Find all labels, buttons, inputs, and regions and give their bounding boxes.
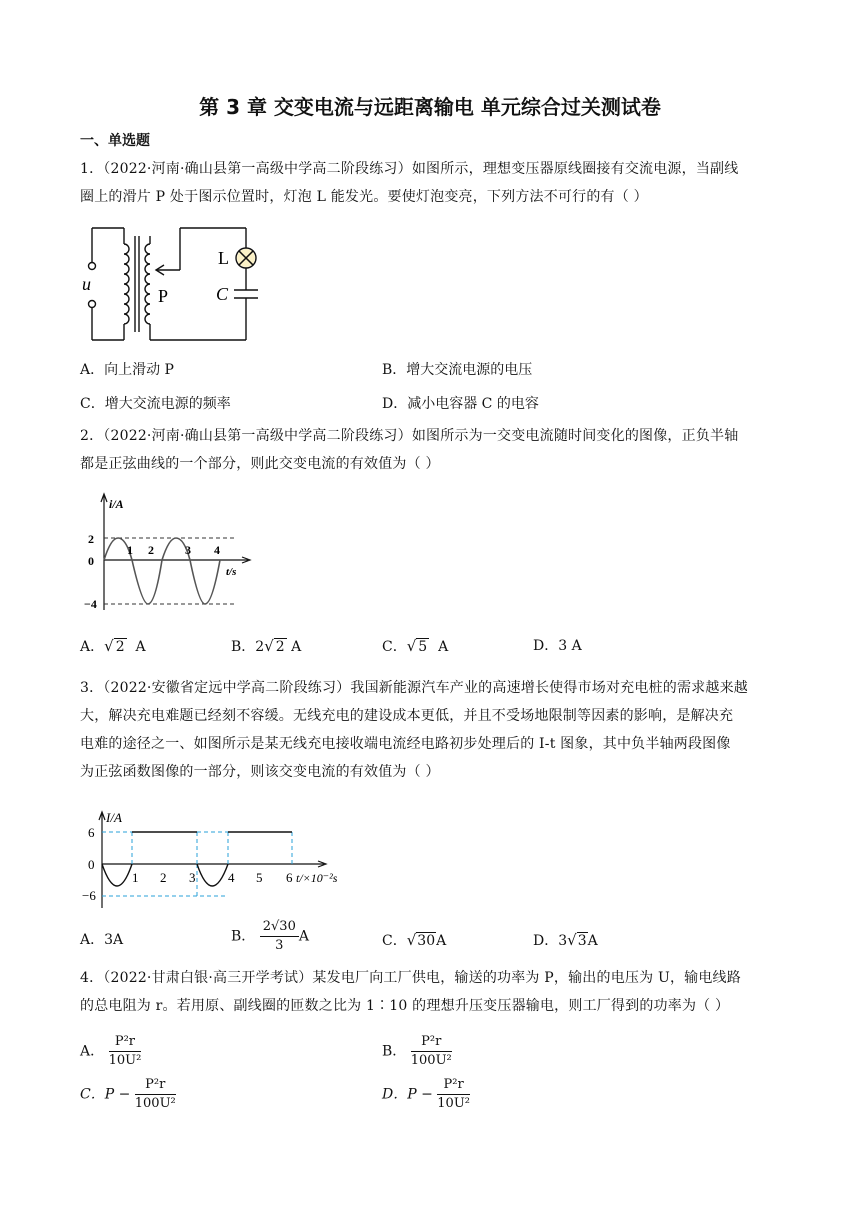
q1-option-b: B．增大交流电源的电压 <box>382 362 533 378</box>
label-p: P <box>158 286 169 306</box>
radical-sign: √ <box>406 931 417 949</box>
label-l: L <box>218 248 229 268</box>
transformer-circuit-diagram <box>80 222 270 350</box>
q4-option-b-numerator: P²r <box>411 1033 452 1052</box>
q2-x-label: t/s <box>226 566 237 578</box>
q2-option-c-unit: A <box>438 639 449 655</box>
q4-option-d-denominator: 10U² <box>437 1096 470 1111</box>
q3-tick-x4: 4 <box>228 870 235 885</box>
q1-option-c: C．增大交流电源的频率 <box>80 396 231 412</box>
q4-option-a <box>80 1033 141 1070</box>
q2-tick-2: 2 <box>88 532 94 546</box>
q1-option-d: D．减小电容器 C 的电容 <box>382 396 539 412</box>
q3-y-label: I/A <box>106 810 122 825</box>
q3-option-b-denominator: 3 <box>275 938 284 953</box>
q2-option-a-prefix: A． <box>80 639 105 655</box>
q3-option-d-prefix: D．3 <box>533 933 568 949</box>
q3-option-c-radicand: 30 <box>417 933 436 949</box>
q2-y-label: i/A <box>109 497 124 511</box>
q3-x-label: t/×10⁻²s <box>296 871 338 885</box>
question-2-line-2: 都是正弦曲线的一个部分，则此交变电流的有效值为（ ） <box>80 456 440 472</box>
q2-tick-x4: 4 <box>214 543 220 557</box>
q3-tick-6: 6 <box>88 825 95 840</box>
q3-option-b-prefix: B． <box>231 928 256 945</box>
q4-option-b-prefix: B． <box>382 1043 407 1060</box>
question-3-text <box>80 674 780 786</box>
q3-option-c-prefix: C． <box>382 933 407 949</box>
q2-option-c <box>382 636 448 657</box>
q4-option-c-fraction <box>135 1076 176 1113</box>
q3-option-d-unit: A <box>587 933 598 949</box>
q4-option-b-denominator: 100U² <box>410 1053 452 1068</box>
q2-option-a-radicand: 2 <box>115 639 125 655</box>
q2-tick-x2: 2 <box>148 543 154 557</box>
q3-tick-x2: 2 <box>160 870 167 885</box>
q4-option-a-fraction <box>109 1033 142 1070</box>
question-1-line-2: 圈上的滑片 P 处于图示位置时，灯泡 L 能发光。要使灯泡变亮，下列方法不可行的有（ ） <box>80 189 648 205</box>
q4-option-a-numerator: P²r <box>109 1033 142 1052</box>
q4-option-d-fraction <box>437 1076 470 1113</box>
q4-option-b-fraction <box>411 1033 452 1070</box>
q2-option-c-prefix: C． <box>382 639 407 655</box>
q3-tick-x5: 5 <box>256 870 263 885</box>
q3-option-c <box>382 930 446 951</box>
label-c: C <box>216 284 229 304</box>
q4-option-c <box>80 1076 176 1113</box>
question-1-text <box>80 155 780 211</box>
question-3-line-3: 电难的途径之一、如图所示是某无线充电接收端电流经电路初步处理后的 I-t 图象，其中负半轴两段图像 <box>80 736 731 752</box>
q3-tick-x3: 3 <box>189 870 196 885</box>
q2-tick-0: 0 <box>88 554 94 568</box>
question-1-line-1: 1．（2022·河南·确山县第一高级中学高二阶段练习）如图所示，理想变压器原线圈接有交流电源，当副线 <box>80 161 739 177</box>
radical-sign: √ <box>567 931 577 949</box>
q3-tick-x6: 6 <box>286 870 293 885</box>
q2-option-b <box>231 636 301 657</box>
q3-tick-0: 0 <box>88 857 95 872</box>
q3-option-b-fraction <box>260 918 299 955</box>
label-u: u <box>82 274 91 294</box>
q4-option-d-numerator: P²r <box>437 1076 470 1095</box>
q2-option-a <box>80 636 146 657</box>
question-4-line-2: 的总电阻为 r。若用原、副线圈的匝数之比为 1∶10 的理想升压变压器输电，则工厂得到的功率为（ ） <box>80 998 730 1014</box>
q4-option-b <box>382 1033 452 1070</box>
q3-option-c-unit: A <box>436 933 447 949</box>
question-3-line-4: 为正弦函数图像的一部分，则该交变电流的有效值为（ ） <box>80 764 440 780</box>
q3-tick-neg6: −6 <box>82 888 96 903</box>
question-4-line-1: 4．（2022·甘肃白银·高三开学考试）某发电厂向工厂供电，输送的功率为 P，输出的电压为 U，输电线路 <box>80 970 741 986</box>
q3-tick-x1: 1 <box>132 870 139 885</box>
q3-option-b-unit: A <box>298 928 309 945</box>
q4-option-c-denominator: 100U² <box>134 1096 176 1111</box>
q4-option-a-prefix: A． <box>80 1043 105 1060</box>
q3-option-d <box>533 930 598 951</box>
q2-tick-neg4: −4 <box>84 597 97 611</box>
q2-option-b-radicand: 2 <box>275 639 285 655</box>
q2-option-d: D．3 A <box>533 638 582 654</box>
q2-option-c-radicand: 5 <box>418 639 428 655</box>
page-title: 第 3 章 交变电流与远距离输电 单元综合过关测试卷 <box>199 95 661 119</box>
q3-option-a: A．3A <box>80 932 124 948</box>
question-2-text <box>80 422 780 478</box>
q4-option-d <box>382 1076 470 1113</box>
question-4-text <box>80 964 780 1020</box>
question-2-line-1: 2．（2022·河南·确山县第一高级中学高二阶段练习）如图所示为一交变电流随时间变化的图像，正负半轴 <box>80 428 739 444</box>
section-heading: 一、单选题 <box>80 133 150 149</box>
question-3-line-2: 大，解决充电难题已经刻不容缓。无线充电的建设成本更低，并且不受场地限制等因素的影响，是解决充 <box>80 708 734 724</box>
q2-option-b-prefix: B．2 <box>231 639 265 655</box>
question-3-current-graph <box>80 808 365 913</box>
q3-option-b <box>231 918 309 955</box>
radical-sign: √ <box>264 637 274 655</box>
radical-sign: √ <box>406 637 417 655</box>
q2-option-a-unit: A <box>135 639 146 655</box>
q4-option-c-prefix: C．P − <box>80 1086 131 1103</box>
q2-tick-x1: 1 <box>127 543 133 557</box>
q3-option-d-radicand: 3 <box>577 933 587 949</box>
radical-sign: √ <box>104 637 114 655</box>
q3-option-b-numerator: 2√30 <box>260 918 299 937</box>
q1-option-a: A．向上滑动 P <box>80 362 174 378</box>
q4-option-a-denominator: 10U² <box>108 1053 142 1068</box>
q2-option-b-unit: A <box>291 639 302 655</box>
q4-option-d-prefix: D．P − <box>382 1086 433 1103</box>
question-2-current-graph <box>80 490 260 615</box>
question-3-line-1: 3．（2022·安徽省定远中学高二阶段练习）我国新能源汽车产业的高速增长使得市场对充电桩的需求越来越 <box>80 680 748 696</box>
q2-tick-x3: 3 <box>185 543 191 557</box>
q4-option-c-numerator: P²r <box>135 1076 176 1095</box>
